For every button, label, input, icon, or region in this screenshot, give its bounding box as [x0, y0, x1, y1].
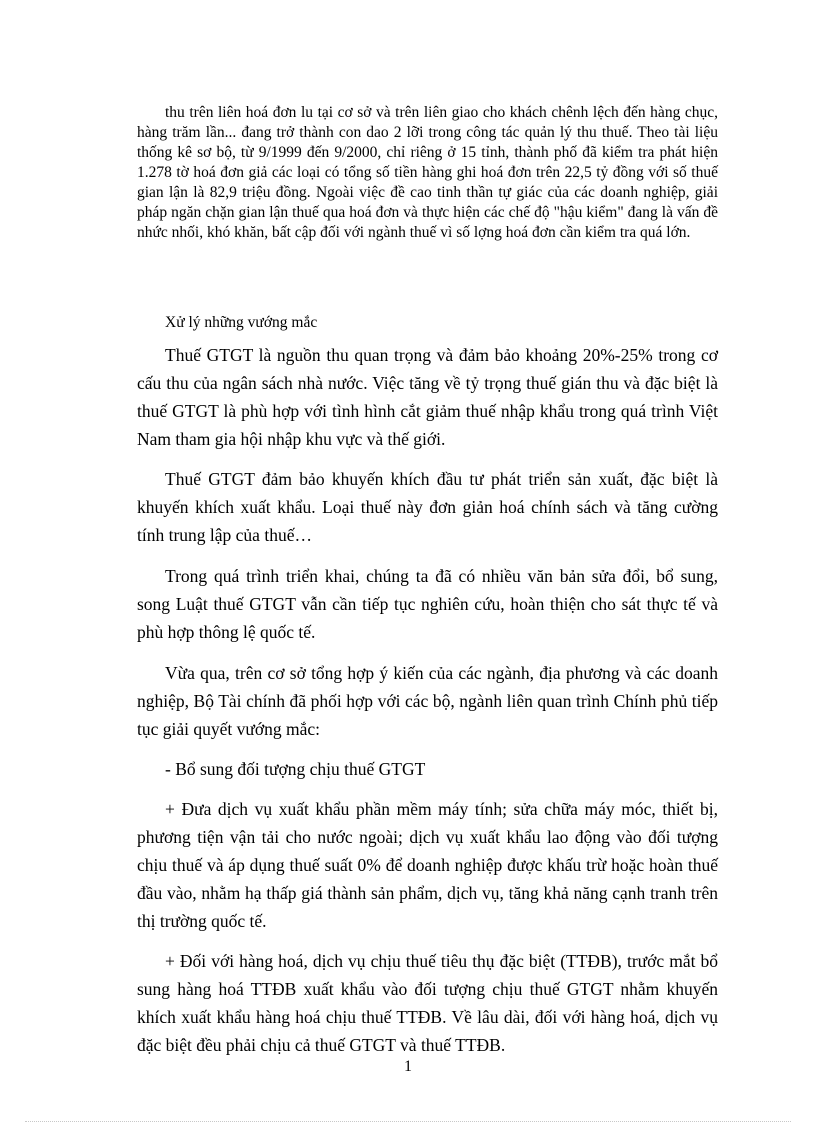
body-text-top	[137, 103, 718, 243]
paragraph-recent-actions: Vừa qua, trên cơ sở tổng hợp ý kiến của các ngành, địa phương và các doanh nghiệp, Bộ Tài chính đã phối hợp với các bộ, ngành liên quan trình Chính phủ tiếp tục giải quyết vướng mắc:	[137, 663, 718, 739]
paragraph-vat-revenue: Thuế GTGT là nguồn thu quan trọng và đảm bảo khoảng 20%-25% trong cơ cấu thu của ngân sách nhà nước. Việc tăng về tỷ trọng thuế gián thu và đặc biệt là thuế GTGT là phù hợp với tình hình cắt giảm thuế nhập khẩu trong quá trình Việt Nam tham gia hội nhập khu vực và thế giới.	[137, 345, 718, 449]
footer-divider	[25, 1121, 791, 1122]
paragraph-invoice-fraud: thu trên liên hoá đơn lu tại cơ sở và trên liên giao cho khách chênh lệch đến hàng chục, hàng trăm lần... đang trở thành con dao 2 lỡi trong công tác quản lý thu thuế. Theo tài liệu thống kê sơ bộ, từ 9/1999 đến 9/2000, chỉ riêng ở 15 tỉnh, thành phố đã kiểm tra phát hiện 1.278 tờ hoá đơn giả các loại có tổng số tiền hàng ghi hoá đơn trên 22,5 tỷ đồng với số thuế gian lận là 82,9 triệu đồng. Ngoài việc đề cao tinh thần tự giác của các doanh nghiệp, giải pháp ngăn chặn gian lận thuế qua hoá đơn và thực hiện các chế độ "hậu kiểm" đang là vấn đề nhức nhối, khó khăn, bất cập đối với ngành thuế vì số lợng hoá đơn cần kiểm tra quá lớn.	[137, 104, 718, 241]
section-heading-block	[137, 313, 718, 333]
list-item-software-export: + Đưa dịch vụ xuất khẩu phần mềm máy tính; sửa chữa máy móc, thiết bị, phương tiện vận tải cho nước ngoài; dịch vụ xuất khẩu lao động vào đối tượng chịu thuế và áp dụng thuế suất 0% để doanh nghiệp được khấu trừ hoặc hoàn thuế đầu vào, nhằm hạ thấp giá thành sản phẩm, dịch vụ, tăng khả năng cạnh tranh trên thị trường quốc tế.	[137, 799, 718, 931]
body-text-main	[137, 341, 718, 1059]
list-item-supplement-taxpayers: - Bổ sung đối tượng chịu thuế GTGT	[165, 759, 426, 779]
paragraph-implementation: Trong quá trình triển khai, chúng ta đã có nhiều văn bản sửa đổi, bổ sung, song Luật thuế GTGT vẫn cần tiếp tục nghiên cứu, hoàn thiện cho sát thực tế và phù hợp thông lệ quốc tế.	[137, 566, 718, 642]
section-heading: Xử lý những vướng mắc	[165, 314, 318, 331]
paragraph-vat-incentive: Thuế GTGT đảm bảo khuyến khích đầu tư phát triển sản xuất, đặc biệt là khuyến khích xuất khẩu. Loại thuế này đơn giản hoá chính sách và tăng cường tính trung lập của thuế…	[137, 469, 718, 545]
page-number: 1	[404, 1058, 412, 1075]
list-item-special-consumption: + Đối với hàng hoá, dịch vụ chịu thuế tiêu thụ đặc biệt (TTĐB), trước mắt bổ sung hàng hoá TTĐB xuất khẩu vào đối tượng chịu thuế GTGT nhằm khuyến khích xuất khẩu hàng hoá chịu thuế TTĐB. Về lâu dài, đối với hàng hoá, dịch vụ đặc biệt đều phải chịu cả thuế GTGT và thuế TTĐB.	[137, 951, 718, 1055]
